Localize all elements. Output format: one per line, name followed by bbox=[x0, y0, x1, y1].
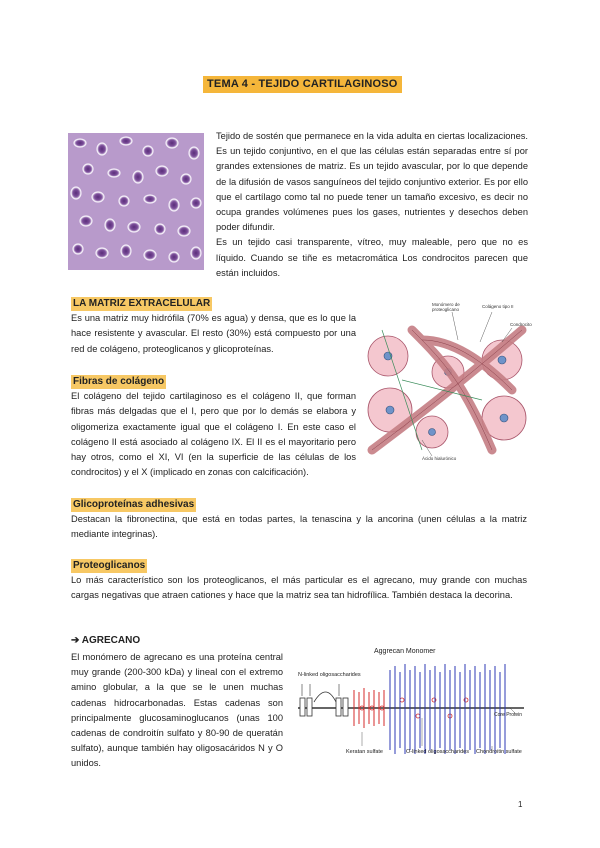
glico-text: Destacan la fibronectina, que está en todas partes, la tenascina y la ancorina (unen células a la matriz mediante integrinas). bbox=[71, 514, 527, 540]
cartilage-matrix-diagram bbox=[362, 300, 530, 468]
label-hialuronico: Ácido hialurónico bbox=[422, 456, 457, 461]
cartilage-histology-image bbox=[68, 133, 204, 270]
section-matriz bbox=[71, 296, 356, 357]
section-agrecano bbox=[71, 634, 283, 772]
matrix-illustration bbox=[362, 300, 530, 468]
section-glico bbox=[71, 497, 527, 543]
section-proteo bbox=[71, 558, 527, 604]
aggrecan-illustration bbox=[292, 646, 528, 764]
matriz-text: Es una matriz muy hidrófila (70% es agua) y densa, que es lo que la hace resistente y avascular. El resto (30%) está compuesto por una red de colágeno, proteoglicanos y glicoproteínas. bbox=[71, 313, 356, 354]
intro-paragraph-2: Es un tejido casi transparente, vítreo, muy maleable, pero que no es líquido. Cuando se tiñe es metacromática Los condrocitos parecen que están incluidos. bbox=[216, 237, 528, 278]
page-number: 1 bbox=[518, 800, 523, 809]
heading-glico: Glicoproteínas adhesivas bbox=[73, 499, 195, 510]
heading-agrecano: ➔ AGRECANO bbox=[71, 635, 141, 646]
histology-illustration bbox=[68, 133, 204, 270]
proteo-text: Lo más característico son los proteoglicanos, el más particular es el agrecano, muy grande con muchas cargas negativas que atraen cationes y hace que la matriz sea tan hidrofílica. También destaca la decorina. bbox=[71, 575, 527, 601]
aggrecan-diagram bbox=[292, 646, 528, 764]
label-monomero: Monómero de proteoglicano bbox=[432, 302, 460, 312]
label-o-linked: O-linked oligosaccharides bbox=[406, 749, 469, 755]
intro-paragraph-1: Tejido de sostén que permanece en la vida adulta en ciertas localizaciones. Es un tejido conjuntivo, en el que las células están separadas entre sí por grandes extensiones de matriz. Es un tejido avascular, por lo que depende de la difusión de vasos sanguíneos del tejido conjuntivo exterior. Es por ello que el cartílago como tal no puede tener un tamaño excesivo, es decir no ocupa grandes volúmenes pues los gases, nutrientes y desechos deben poder difundir. bbox=[216, 131, 528, 233]
agrecano-text: El monómero de agrecano es una proteína central muy grande (200-300 kDa) y lineal con el extremo amino globular, a la que se le unen muchas cadenas hidrocarbonadas. Estas cadenas son principalmente glucosaminoglucanos (unas 100 cadenas de condroitín sulfato y 80-90 de queratán sulfato), aunque también hay oligosacáridos N y O unidos. bbox=[71, 652, 283, 769]
aggrecan-diagram-title: Aggrecan Monomer bbox=[374, 648, 436, 655]
page-title: TEMA 4 - TEJIDO CARTILAGINOSO bbox=[203, 76, 402, 93]
heading-matriz: LA MATRIZ EXTRACELULAR bbox=[73, 298, 211, 309]
label-colageno: Colágeno tipo II bbox=[482, 304, 514, 309]
heading-proteo: Proteoglicanos bbox=[73, 560, 146, 571]
label-keratan: Keratan sulfate bbox=[346, 749, 383, 755]
intro-text bbox=[216, 129, 528, 281]
heading-fibras: Fibras de colágeno bbox=[73, 376, 165, 387]
label-condrocito: Condrocito bbox=[510, 322, 532, 327]
section-fibras bbox=[71, 374, 356, 480]
label-core-protein: Core Protein bbox=[494, 712, 523, 718]
label-n-linked: N-linked oligosaccharides bbox=[298, 672, 361, 678]
fibras-text: El colágeno del tejido cartilaginoso es el colágeno II, que forman fibras más delgadas que el I, pero que por lo demás se elabora y oligomeriza exactamente igual que el colágeno I. En este caso el colágeno II está asociado al colágeno IX. El II es el mayoritario pero hay otros, como el XI, VI (en la superficie de las células de los condrocitos) y el X (implicado en zonas con calcificación). bbox=[71, 391, 356, 478]
label-chondroitin: Chondroitin sulfate bbox=[476, 749, 522, 755]
